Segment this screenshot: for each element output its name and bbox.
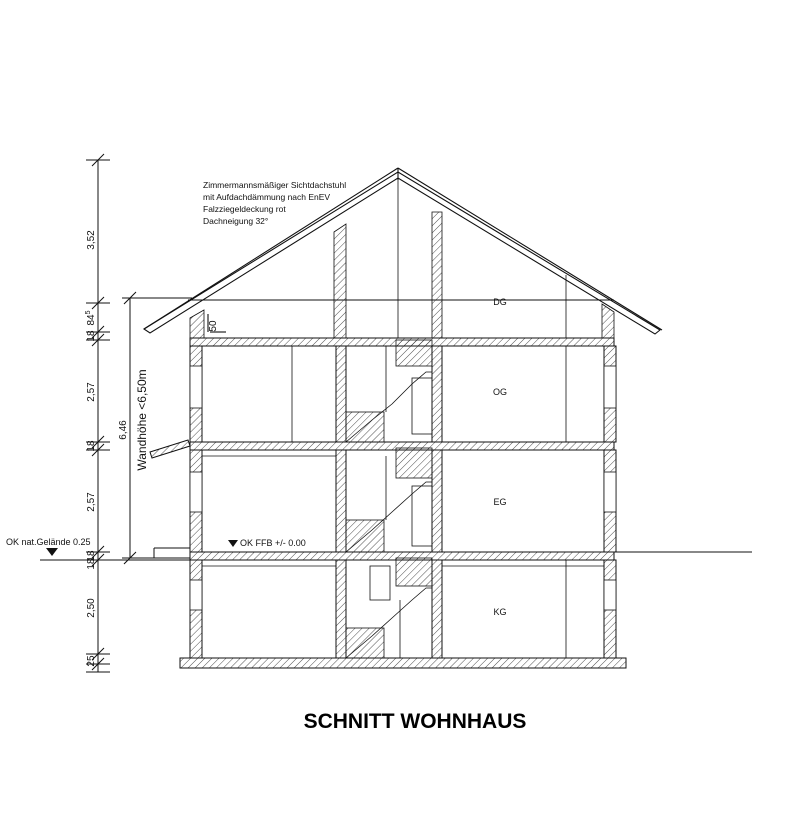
roof-note-line-2: mit Aufdachdämmung nach EnEV [203,192,331,202]
dim-total: 6,46 [118,420,129,440]
drawing-title: SCHNITT WOHNHAUS [303,710,527,733]
room-label-og: OG [492,387,508,397]
dim-knee: $84^5$ [85,310,97,326]
canopy [150,440,190,458]
ground-level-marker [46,548,58,556]
dim-knee-small: 50 [208,320,219,332]
ground-level-label: OK nat.Gelände 0.25 [6,537,91,547]
room-label-eg: EG [493,497,507,507]
dim-roof: 3,52 [86,230,97,250]
dim-slab-3: 18 [86,550,97,562]
dim-slab-4: 18 [86,558,97,570]
wall-height-label: Wandhöhe <6,50m [135,369,149,471]
roof-note-line-4: Dachneigung 32° [203,216,269,226]
room-label-dg: DG [493,297,507,307]
stair-walls [336,346,442,658]
floor-slabs [180,338,626,668]
roof-hatch-left [190,212,614,338]
dim-slab-5: 25 [86,655,97,667]
dim-eg: 2,57 [86,492,97,512]
ffb-level-marker [228,540,238,547]
dim-kg: 2,50 [86,598,97,618]
dim-og: 2,57 [86,382,97,402]
dim-slab-1: 18 [86,330,97,342]
roof-note-line-1: Zimmermannsmäßiger Sichtdachstuhl [203,180,347,190]
room-label-kg: KG [493,607,507,617]
staircase [346,340,432,658]
ffb-level-label: OK FFB +/- 0.00 [240,538,306,548]
dim-slab-2: 18 [86,440,97,452]
roof-note-line-3: Falzziegeldeckung rot [203,204,286,214]
